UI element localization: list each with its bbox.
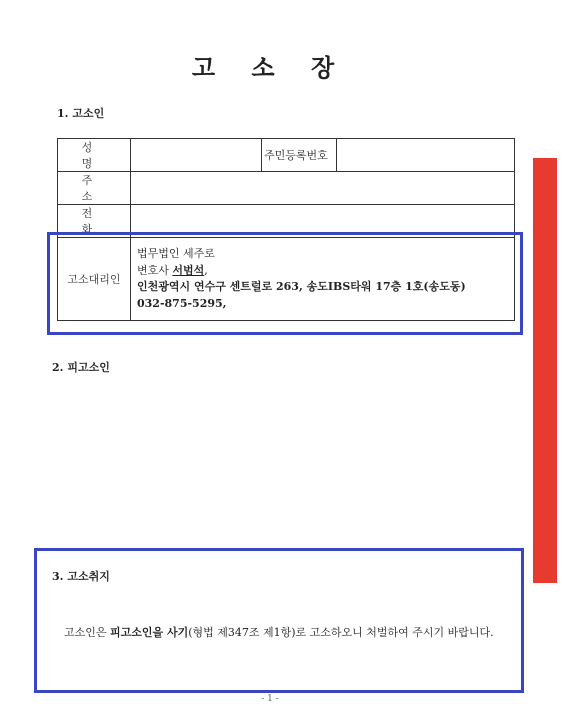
agent-label: 고소대리인 (58, 238, 131, 321)
section-complainant-heading: 1. 고소인 (57, 107, 105, 120)
purpose-highlight-box (34, 548, 524, 693)
section-purpose-heading: 3. 고소취지 (52, 570, 110, 583)
purpose-bold-phrase: 피고소인을 사기 (110, 626, 189, 639)
agent-lawyer-name: 서범석 (172, 263, 205, 277)
section-accused-heading: 2. 피고소인 (52, 361, 110, 374)
agent-highlight-box (47, 232, 523, 335)
name-label: 성 명 (58, 139, 131, 172)
page-number: - 1 - (261, 694, 279, 704)
agent-firm: 법무법인 세주로 (137, 247, 215, 260)
agent-lawyer: 변호사 서범석, (137, 263, 208, 277)
page-title: 고 소 장 (191, 53, 349, 82)
table-row (58, 139, 515, 172)
phone-label: 전 화 (58, 205, 131, 238)
table-row (58, 172, 515, 205)
address-label: 주 소 (58, 172, 131, 205)
name-value-cell (131, 139, 262, 172)
red-side-bar (533, 158, 557, 583)
complaint-purpose-text: 고소인은 피고소인을 사기(형법 제347조 제1항)로 고소하오니 처벌하여 주시기 바랍니다. (64, 626, 494, 639)
agent-phone: 032-875-5295, (137, 296, 227, 310)
id-number-value-cell (337, 139, 515, 172)
address-value-cell (131, 172, 515, 205)
agent-address: 인천광역시 연수구 센트럴로 263, 송도IBS타워 17층 1호(송도동) (137, 280, 466, 293)
id-number-label: 주민등록번호 (262, 139, 337, 172)
